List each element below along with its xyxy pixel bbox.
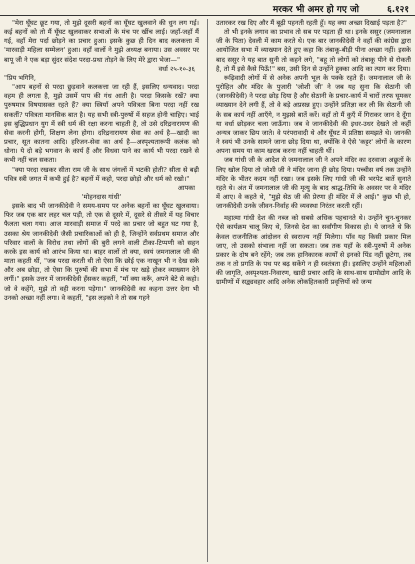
- page-number: ६.१२१: [387, 5, 409, 15]
- letter-signoff: आपका: [177, 183, 195, 192]
- right-column: [216, 19, 411, 562]
- right-paragraph-4: जब गांधी जी के आदेश से जमनालाल जी ने अपने मंदिर का दरवाजा अछूतों के लिए खोल दिया तो जोशी जी ने मंदिर जाना ही छोड़ दिया। पच्चीस वर्ष तक उन्होंने मंदिर के भीतर कदम नहीं रखा। जब इसके लिए गांधी जी की भरपेट बातें सुनाते रहते थे। अंत में जमनालाल जी की मृत्यु के बाद श्राद्ध-तिथि के अवसर पर वे मंदिर में आए। वे कहते थे, "मुझे सेठ जी की प्रेरणा ही मंदिर में ले आई।" कुछ भी हो, जानकीदेवी उनके जीवन-निर्वाह की व्यवस्था निरंतर करती रहीं।: [216, 156, 411, 211]
- left-paragraph-1: "मेरा घूँघट छूट गया, तो मुझे दूसरी बहनों का घूँघट खुलवाने की धुन लग गई। कई बहनों को तो मैं घूँघट खुलवाकर सभाओं के मंच पर खींच लाई। जहाँ-जहाँ मैं गई, वहाँ मेरा पर्दा छोड़ने का प्रचार हुआ। इसके कुछ ही दिन बाद कलकत्ता में 'मारवाड़ी महिला सम्मेलन' हुआ। वहाँ वालों ने मुझे अध्यक्ष बनाया। उस अवसर पर बापू जी ने एक बड़ा सुंदर संदेश परदा-प्रथा तोड़ने के लिए मेरे द्वारा भेजा—": [4, 19, 199, 64]
- page-header: [0, 0, 415, 16]
- right-paragraph-1: उतारकर रख दिए और मैं बूढ़ी पहनती रहती हूँ। यह क्या अच्छा दिखाई पड़ता है?": [216, 19, 407, 27]
- text-columns: [4, 19, 411, 562]
- right-paragraph-2: तो भी इनके लगाव का प्रभाव तो सब पर पड़ता ही था। इनके ससुर (जमनालाल जी के पिता) देवली में काम करते थे। एक बार जानकीदेवी ने वहाँ की कांग्रेस द्वारा आयोजित सभा में व्याख्यान देते हुए कहा कि तंबाकू-बीड़ी पीना अच्छा नहीं। इसके बाद ससुर ने यह बात सुनी तो कहने लगे, "बहू तो लोगों को तंबाकू पीने से रोकती है, तो मैं इसे कैसे पिऊँ!" बस, उसी दिन से उन्होंने हुक्का आदि का त्याग कर दिया।: [216, 28, 411, 73]
- right-paragraph-3: रूढ़िवादी लोगों में से अनेक अपनी भूल के पक्के रहते हैं। जमनालाल जी के पुरोहित और मंदिर के पुजारी 'जोशी जी' ने जब यह सुना कि सेठानी जी (जानकीदेवी) ने परदा छोड़ दिया है और सेठानी के प्रचार-कार्य में चारों तरफ घूमकर व्याख्यान देने लगी हैं, तो वे बड़े अप्रसन्न हुए। उन्होंने प्रतिज्ञा कर ली कि सेठानी जी के सब कार्य नहीं आएँगे, न मुझसे बातें करें। वहाँ तो मैं कुएँ में गिराकर जान दे दूँगा या वर्धा छोड़कर चला जाऊँगा। जब वे जानकीदेवी की इधर-उधर देखते तो कहीं अन्यत्र जाकर छिप जाते। वे परंपरावादी थे और घूँघट में प्रतिष्ठा समझते थे। जानकी ने स्वयं भी उनके सामने जाना छोड़ दिया था, क्योंकि वे ऐसे 'कट्टर' लोगों के कारण अपना समय या काम खराब करना नहीं चाहती थीं।: [216, 73, 411, 156]
- left-column: [4, 19, 199, 562]
- right-paragraph-5: महात्मा गांधी देश की नब्ज को सबसे अधिक पहचानते थे। उन्होंने चुन-चुनकर ऐसे कार्यक्रम चालू किए थे, जिनसे देश का सर्वांगीण विकास हो। ये जानते थे कि केवल राजनीतिक आंदोलन से स्वराज्य नहीं मिलेगा। पाँव यह किसी प्रकार मिल जाए, तो उसको संभाला नहीं जा सकता। जब तक यहाँ के स्त्री-पुरुषों में अनेक प्रकार के दोष बने रहेंगे; जब तक हानिकारक कार्यों से इनको पिंड नहीं छूटेगा, तब तक न तो प्रगति के पथ पर बढ़ सकेंगे न ही स्वतंत्रता ही। इसलिए उन्होंने महिलाओं की जागृति, अस्पृश्यता-निवारण, खादी प्रचार आदि के साथ-साथ ग्रामोद्योग आदि के ग्रामीणों में सद्व्यवहार आदि अनेक लोकहितकारी प्रवृत्तियों को जन्म: [216, 214, 411, 287]
- running-title: मरकर भी अमर हो गए जो: [272, 5, 359, 15]
- letter-body-2: "क्या परदा रखकर सीता राम जी के साथ जंगलों में भटकी होती? सीता से बढ़ी पवित्र स्त्री जगत में कभी हुई है? बहनों में कहो, परदा छोड़ो और धर्म को रखो।": [4, 165, 199, 183]
- left-paragraph-4: इसके बाद भी जानकीदेवी ने समय-समय पर अनेक बहनों का घूँघट खुलवाया। फिर जब एक बार लहर चल पड़ी, तो एक से दूसरे में, दूसरे से तीसरे में यह विचार फैलता चला गया। आज मारवाड़ी समाज में परदे का प्रचार जो बहुत घट गया है, उसका श्रेय जानकीदेवी जैसी प्रचारिकाओं को ही है, जिन्होंने सर्वप्रथम समाज और परिवार वालों के विरोध तथा लोगों की बुरी लगने वाली टीका-टिप्पणी को सहन करके इस कार्य को आरंभ किया था। बाहर वालों तो क्या, स्वयं जमनालाल जी की माता कहती थीं, "जब परदा करती थी तो ऐसा कि छोई एक नाखून भी न देख सके और अब छोड़ा, तो ऐसा कि पुरुषों की सभा में मंच पर खड़े होकर व्याख्यान देने लगीं।" इसके उत्तर में जानकीदेवी हँसकर कहतीं, "माँ क्या करूँ, अपने बेटे से कहो। जो वे कहेंगे, मुझे तो वही करना पड़ेगा।" जानकीदेवी का कहना उत्तर देना भी उनको अच्छा नहीं लगा। वे कहतीं, "इस लड़को ने तो सब गहने: [4, 202, 199, 302]
- letter-signature: 'मोहनदास गांधी': [81, 192, 122, 201]
- column-divider: [207, 19, 208, 562]
- letter-body-1: "आप बहनों से परदा छुड़वाने कलकत्ता जा रही हैं, इसलिए धन्यवाद। परदा वहम ही लगता है, मुझे उसमें पाप की गंध आती है। परदा किसके रखें? क्या पुरुषमात्र विषयासक्त रहते हैं? क्या स्त्रियाँ अपने पवित्रता बिना परदा नहीं रख सकतीं? पवित्रता मानसिक बात है। यह सभी स्त्री-पुरुषों में सहज होनी चाहिए। भाई इस बुद्धिप्रधान युग में स्त्री धर्म की रक्षा करना चाहती है, तो उसे दरिद्रनारायण की सेवा करनी होगी, शिक्षण लेना होगा। दरिद्रनारायण सेवा का अर्थ है—खादी का प्रचार, सूत कातना आदि। हरिजन-सेवा का अर्थ है—अस्पृश्यतारूपी कलंक को धोना। ये दो बड़े भगवान के कार्य हैं और विधवा पाने का कार्य भी परदा रखने से कभी नहीं चल सकता।: [4, 83, 199, 165]
- letter-date: वर्धा २५-१०-३६: [158, 64, 195, 73]
- letter-salutation: "प्रिय भगिनि,: [4, 73, 36, 82]
